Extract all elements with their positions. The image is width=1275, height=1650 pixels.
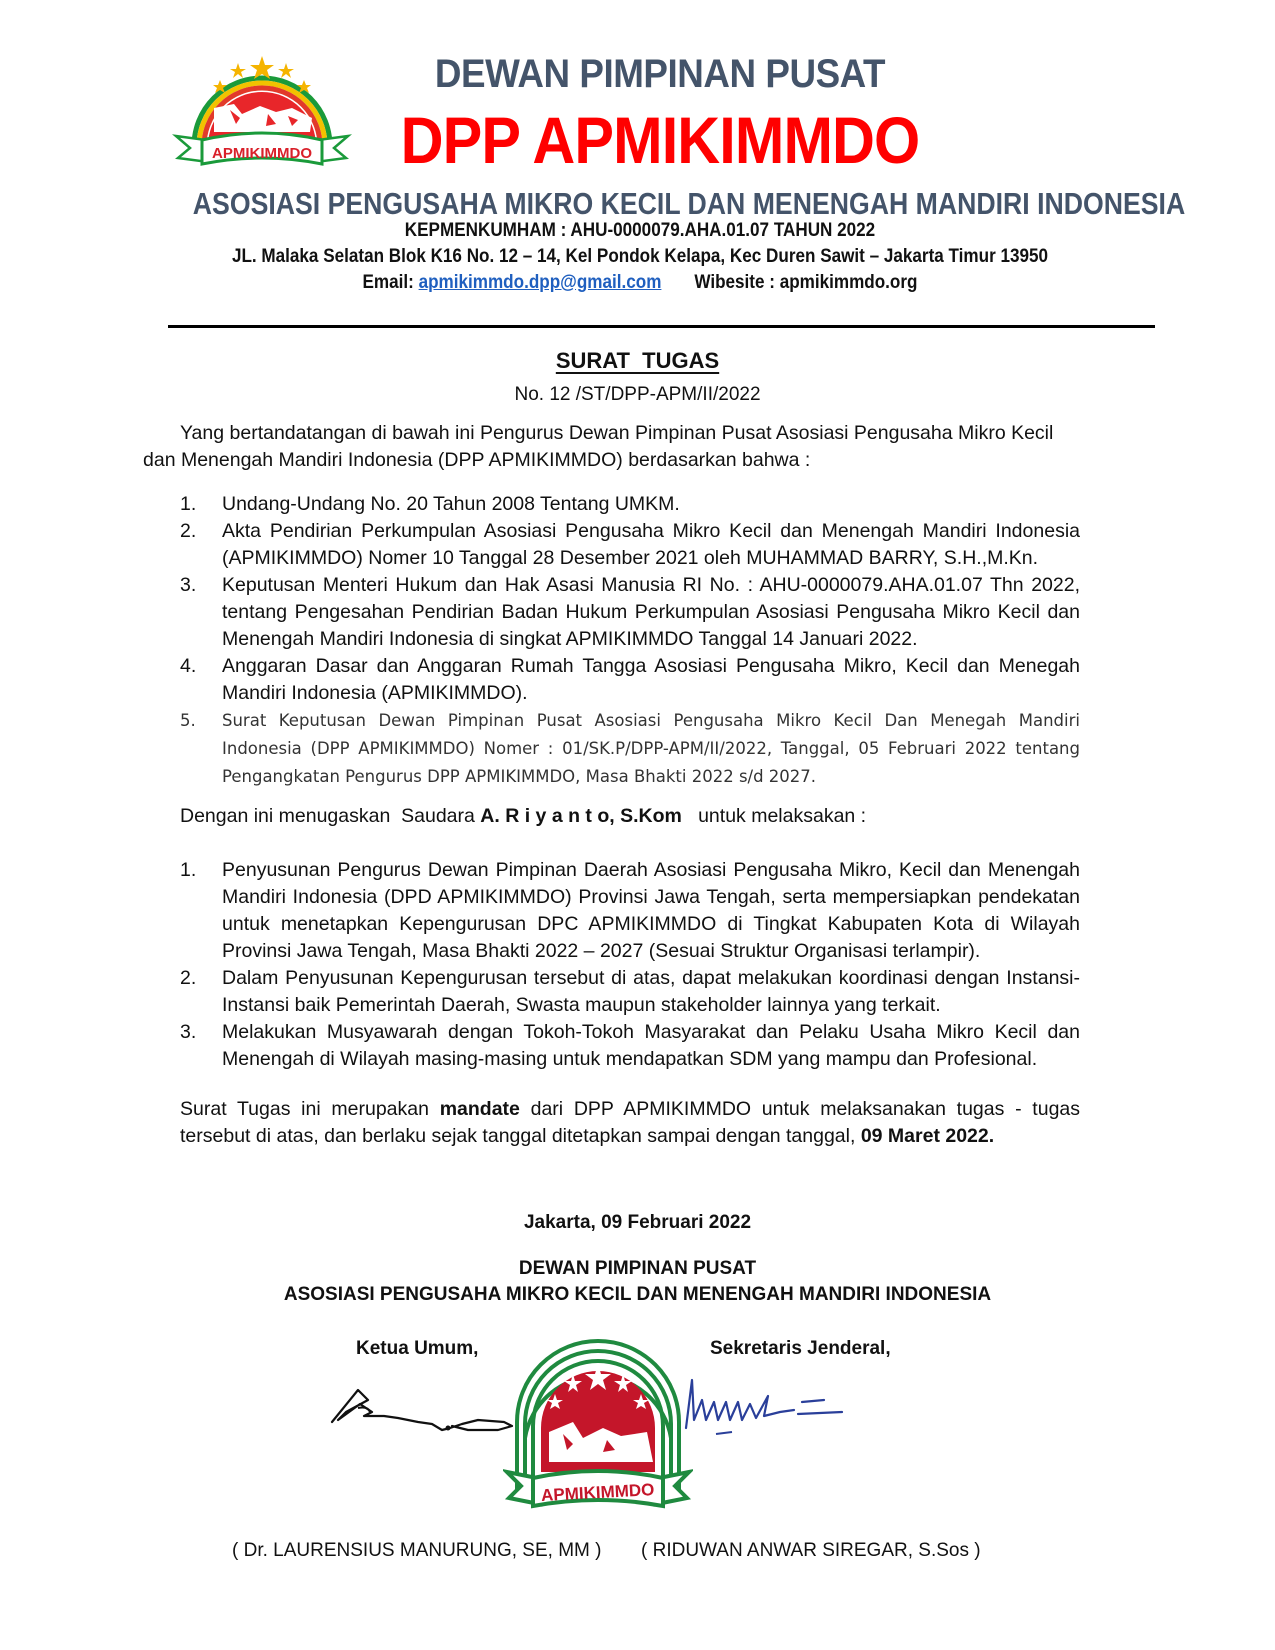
task-item-text: Dalam Penyusunan Kepengurusan tersebut di atas, dapat melakukan koordinasi dengan Instansi-Instansi baik Pemerintah Daerah, Swasta maupun stakeholder lainnya yang terkait. <box>222 967 1080 1016</box>
stamp-text: APMIKIMMDO <box>540 1480 655 1505</box>
organization-logo <box>172 28 352 178</box>
website-label: Wibesite : <box>694 272 775 293</box>
basis-item-number: 3. <box>180 574 197 596</box>
basis-item-number: 5. <box>180 711 196 730</box>
basis-item-text: Akta Pendirian Perkumpulan Asosiasi Pengusaha Mikro Kecil dan Menengah Mandiri Indonesia (APMIKIMMDO) Nomer 10 Tanggal 28 Desember 2021 oleh MUHAMMAD BARRY, S.H.,M.Kn. <box>222 520 1080 569</box>
letter-number: No. 12 /ST/DPP-APM/II/2022 <box>514 384 761 405</box>
assignee-name-text: A. R i y a n t o, S.Kom <box>480 805 682 827</box>
closing-text-2: dari DPP APMIKIMMDO untuk melaksanakan tugas - tugas tersebut di atas, dan berlaku sejak tanggal ditetapkan sampai dengan tanggal, <box>180 1098 1081 1147</box>
organization-stamp <box>503 1322 693 1534</box>
header-divider <box>168 325 1155 328</box>
basis-item-number: 2. <box>180 520 197 542</box>
header-registration: KEPMENKUMHAM : AHU-0000079.AHA.01.07 TAHUN 2022 <box>404 220 876 241</box>
basis-item-number: 1. <box>180 493 197 515</box>
right-signature <box>676 1372 856 1442</box>
intro-line-2: dan Menengah Mandiri Indonesia (DPP APMIKIMMDO) berdasarkan bahwa : <box>143 449 811 471</box>
signature-org-level: DEWAN PIMPINAN PUSAT <box>518 1258 757 1279</box>
place-date: Jakarta, 09 Februari 2022 <box>523 1212 752 1233</box>
basis-item <box>180 518 1080 572</box>
left-signature <box>328 1378 528 1438</box>
basis-item <box>180 491 1080 518</box>
assignment-prefix: Dengan ini menugaskan Saudara <box>180 805 481 827</box>
task-item <box>180 857 1080 965</box>
header-org-full: ASOSIASI PENGUSAHA MIKRO KECIL DAN MENENGAH MANDIRI INDONESIA <box>192 186 1186 221</box>
assignment-line <box>180 803 866 830</box>
basis-item-text: Keputusan Menteri Hukum dan Hak Asasi Manusia RI No. : AHU-0000079.AHA.01.07 Thn 2022, tentang Pengesahan Pendirian Badan Hukum Perkumpulan Asosiasi Pengusaha Mikro Kecil dan Menengah Mandiri Indonesia di singkat APMIKIMMDO Tanggal 14 Januari 2022. <box>222 574 1080 650</box>
header-org-level: DEWAN PIMPINAN PUSAT <box>434 52 886 96</box>
task-item-number: 3. <box>180 1021 197 1043</box>
header-org-short: DPP APMIKIMMDO <box>400 103 920 177</box>
closing-paragraph <box>180 1096 1080 1150</box>
task-item-text: Penyusunan Pengurus Dewan Pimpinan Daerah Asosiasi Pengusaha Mikro, Kecil dan Menengah Mandiri Indonesia (DPD APMIKIMMDO) Provinsi Jawa Tengah, serta mempersiapkan pendekatan untuk menetapkan Kepengurusan DPC APMIKIMMDO di Tingkat Kabupaten Kota di Wilayah Provinsi Jawa Tengah, Masa Bhakti 2022 – 2027 (Sesuai Struktur Organisasi terlampir). <box>222 859 1080 962</box>
assignment-suffix: untuk melaksakan : <box>681 805 867 827</box>
basis-item-number: 4. <box>180 655 197 677</box>
basis-list <box>180 491 1080 791</box>
task-item <box>180 1019 1080 1073</box>
signature-org-full: ASOSIASI PENGUSAHA MIKRO KECIL DAN MENENGAH MANDIRI INDONESIA <box>283 1284 992 1305</box>
basis-item <box>180 572 1080 653</box>
basis-item-text: Surat Keputusan Dewan Pimpinan Pusat Asosiasi Pengusaha Mikro Kecil Dan Menegah Mandiri Indonesia (DPP APMIKIMMDO) Nomer : 01/SK.P/DPP-APM/II/2022, Tanggal, 05 Februari 2022 tentang Pengangkatan Pengurus DPP APMIKIMMDO, Masa Bhakti 2022 s/d 2027. <box>222 711 1080 786</box>
intro-line-1: Yang bertandatangan di bawah ini Pengurus Dewan Pimpinan Pusat Asosiasi Pengusaha Mikro Kecil <box>180 422 1054 444</box>
header-address: JL. Malaka Selatan Blok K16 No. 12 – 14, Kel Pondok Kelapa, Kec Duren Sawit – Jakarta Timur 13950 <box>231 246 1049 267</box>
task-item <box>180 965 1080 1019</box>
closing-date: 09 Maret 2022. <box>860 1125 995 1147</box>
task-item-number: 1. <box>180 859 197 881</box>
logo-text: APMIKIMMDO <box>212 145 312 162</box>
left-signatory-name: ( Dr. LAURENSIUS MANURUNG, SE, MM ) <box>232 1540 602 1561</box>
email-link[interactable]: apmikimmdo.dpp@gmail.com <box>418 272 662 293</box>
email-label: Email: <box>362 272 414 293</box>
basis-item <box>180 707 1080 791</box>
basis-item <box>180 653 1080 707</box>
basis-item-text: Undang-Undang No. 20 Tahun 2008 Tentang UMKM. <box>222 493 680 515</box>
header-contact <box>172 272 1108 294</box>
right-signatory-title: Sekretaris Jenderal, <box>710 1338 891 1359</box>
website-value: apmikimmdo.org <box>779 272 918 293</box>
closing-mandate: mandate <box>439 1098 520 1120</box>
letter-title <box>0 348 1275 374</box>
basis-item-text: Anggaran Dasar dan Anggaran Rumah Tangga Asosiasi Pengusaha Mikro, Kecil dan Menegah Mandiri Indonesia (APMIKIMMDO). <box>222 655 1080 704</box>
letter-title-text: SURAT TUGAS <box>555 348 720 373</box>
left-signatory-title: Ketua Umum, <box>356 1338 479 1359</box>
right-signatory-name: ( RIDUWAN ANWAR SIREGAR, S.Sos ) <box>641 1540 981 1561</box>
task-item-number: 2. <box>180 967 197 989</box>
closing-text-1: Surat Tugas ini merupakan <box>180 1098 440 1120</box>
task-item-text: Melakukan Musyawarah dengan Tokoh-Tokoh Masyarakat dan Pelaku Usaha Mikro Kecil dan Menengah di Wilayah masing-masing untuk mendapatkan SDM yang mampu dan Profesional. <box>222 1021 1080 1070</box>
tasks-list <box>180 857 1080 1073</box>
